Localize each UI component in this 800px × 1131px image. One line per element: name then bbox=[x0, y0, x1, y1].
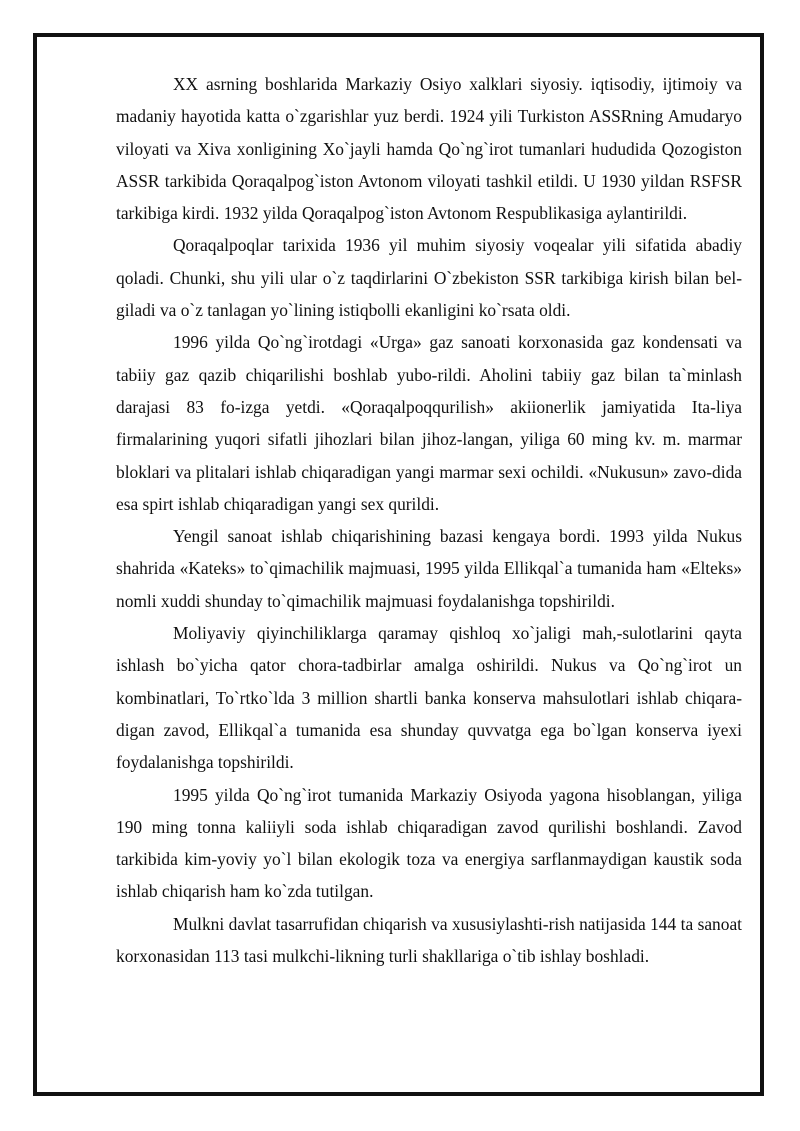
paragraph: Yengil sanoat ishlab chiqarishining bazasi kengaya bordi. 1993 yilda Nukus shahrida «Kateks» to`qimachilik majmuasi, 1995 yilda Ellikqal`a tumanida ham «Elteks» nomli xuddi shunday to`qimachilik majmuasi foydalanishga topshirildi. bbox=[116, 526, 742, 611]
paragraph: Moliyaviy qiyinchiliklarga qaramay qishloq xo`jaligi mah,-sulotlarini qayta ishlash bo`yicha qator chora-tadbirlar amalga oshirildi. Nukus va Qo`ng`irot un kombinatlari, To`rtko`lda 3 million shartli banka konserva mahsulotlari ishlab chiqara-digan zavod, Ellikqal`a tumanida esa shunday quvvatga ega bo`lgan konserva iyexi foydalanishga topshirildi. bbox=[116, 623, 742, 773]
paragraph: 1996 yilda Qo`ng`irotdagi «Urga» gaz sanoati korxonasida gaz kondensati va tabiiy gaz qazib chiqarilishi boshlab yubo-rildi. Aholini tabiiy gaz bilan ta`minlash darajasi 83 fo-izga yetdi. «Qoraqalpoqqurilish» akiionerlik jamiyatida Ita-liya firmalarining yuqori sifatli jihozlari bilan jihoz-langan, yiliga 60 ming kv. m. marmar bloklari va plitalari ishlab chiqaradigan yangi marmar sexi ochildi. «Nukusun» zavo-dida esa spirt ishlab chiqaradigan yangi sex qurildi. bbox=[116, 332, 742, 514]
paragraph: 1995 yilda Qo`ng`irot tumanida Markaziy Osiyoda yagona hisoblangan, yiliga 190 ming tonna kaliiyli soda ishlab chiqaradigan zavod qurilishi boshlandi. Zavod tarkibida kim-yoviy yo`l bilan ekologik toza va energiya sarflanmaydigan kaustik soda ishlab chiqarish ham ko`zda tutilgan. bbox=[116, 784, 742, 902]
paragraph: XX asrning boshlarida Markaziy Osiyo xalklari siyosiy. iqtisodiy, ijtimoiy va madaniy hayotida katta o`zgarishlar yuz berdi. 1924 yili Turkiston ASSRning Amudaryo viloyati va Xiva xonligining Xo`jayli hamda Qo`ng`irot tumanlari hududida Qozogiston ASSR tarkibida Qoraqalpog`iston Avtonom viloyati tashkil etildi. U 1930 yildan RSFSR tarkibiga kirdi. 1932 yilda Qoraqalpog`iston Avtonom Respublikasiga aylantirildi. bbox=[116, 74, 742, 224]
document-body bbox=[116, 68, 742, 972]
paragraph: Qoraqalpoqlar tarixida 1936 yil muhim siyosiy voqealar yili sifatida abadiy qoladi. Chunki, shu yili ular o`z taqdirlarini O`zbekiston SSR tarkibiga kirish bilan bel-giladi va o`z tanlagan yo`lining istiqbolli ekanligini ko`rsata oldi. bbox=[116, 235, 742, 321]
paragraph: Mulkni davlat tasarrufidan chiqarish va xususiylashti-rish natijasida 144 ta sanoat korxonasidan 113 tasi mulkchi-likning turli shakllariga o`tib ishlay boshladi. bbox=[116, 913, 742, 967]
